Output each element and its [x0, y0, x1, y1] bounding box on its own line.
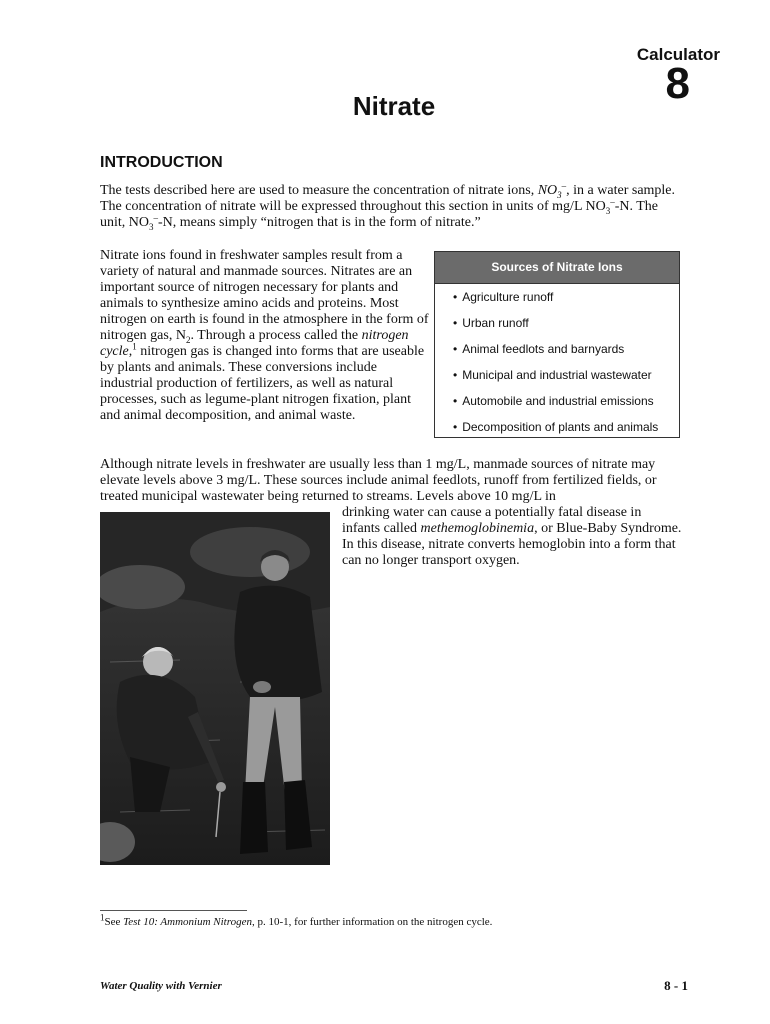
footnote-reference: 1 — [132, 341, 137, 352]
page-number: 8 - 1 — [664, 978, 688, 993]
footnote: $^1$See Test 10: Ammonium Nitrogen, p. 10-1, for further information on the nitrogen cycle. — [100, 912, 493, 928]
sources-list-item: • Animal feedlots and barnyards — [453, 341, 679, 367]
calculator-number: 8 — [665, 59, 690, 108]
footer-publication: Water Quality with Vernier — [100, 980, 222, 992]
page-title: Nitrate — [352, 91, 436, 121]
sources-list-item: • Municipal and industrial wastewater — [453, 367, 679, 393]
sources-box — [434, 251, 680, 438]
section-heading: INTRODUCTION — [100, 154, 223, 171]
sources-paragraph: Nitrate ions found in freshwater samples result from a variety of natural and manmade sources. Nitrates are an important source of nitrogen necessary for plants and animals to synthesize amino acids and proteins. Most nitrogen on earth is found in the atmosphere in the form of nitrogen gas, $N_2$. Through a process called the nitrogen cycle,$^1$ nitrogen gas is changed into forms that are useable by plants and animals. These conversions include industrial production of fertilizers, as well as natural processes, such as legume-plant nitrogen fixation, plant and animal decomposition, and animal waste. — [100, 248, 429, 423]
footnote-divider — [100, 910, 247, 911]
sources-list-item: • Automobile and industrial emissions — [453, 393, 679, 419]
sources-list-item: • Agriculture runoff — [453, 289, 679, 315]
sources-list-item: • Decomposition of plants and animals — [453, 419, 679, 445]
sources-list-item: • Urban runoff — [453, 315, 679, 341]
sources-box-title: Sources of Nitrate Ions — [435, 252, 679, 284]
levels-paragraph: Although nitrate levels in freshwater are usually less than 1 mg/L, manmade sources of nitrate may elevate levels above 3 mg/L. These sources include animal feedlots, runoff from fertilized fields, or treated municipal wastewater being returned to streams. Levels above 10 mg/L in — [100, 457, 657, 504]
calculator-label: Calculator — [636, 45, 720, 64]
sources-list — [435, 284, 679, 445]
field-sampling-photo — [100, 512, 330, 865]
intro-paragraph: The tests described here are used to measure the concentration of nitrate ions, $NO_3^-$, in a water sample. The concentration of nitrate will be expressed throughout this section in units of mg/L $NO_3^--N$. The unit, $NO_3^--N$, means simply “nitrogen that is in the form of nitrate.” — [100, 180, 676, 232]
levels-paragraph-continued: drinking water can cause a potentially fatal disease in infants called methemoglobinemia, or Blue-Baby Syndrome. In this disease, nitrate converts hemoglobin into a form that can no longer transport oxygen. — [342, 505, 682, 568]
